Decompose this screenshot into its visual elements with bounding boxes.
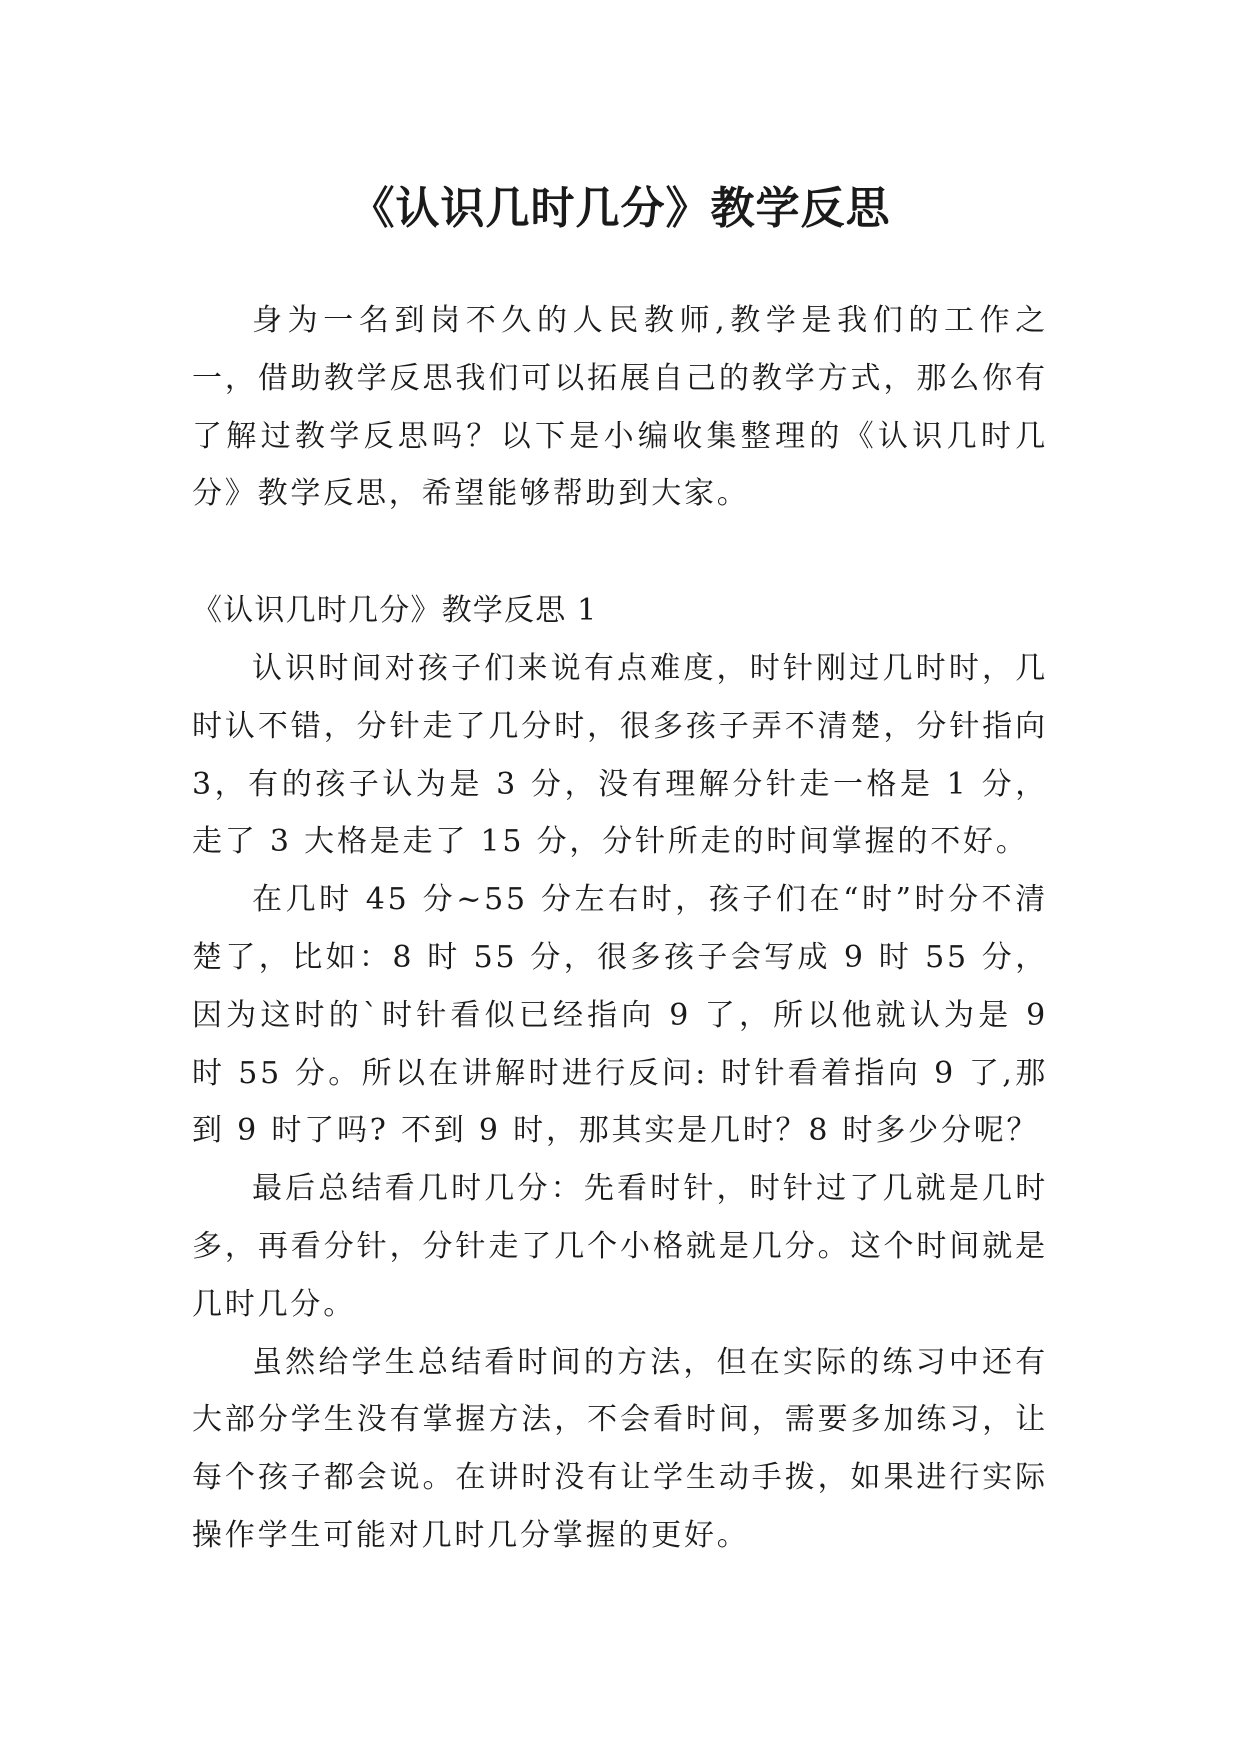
body-paragraph-2: 在几时 45 分~55 分左右时，孩子们在“时”时分不清楚了，比如：8 时 55 分，很多孩子会写成 9 时 55 分，因为这时的`时针看似已经指向 9 了，所以他就认为是 9 时 55 分。所以在讲解时进行反问: 时针看着指向 9 了,那到 9 时了吗? 不到 9 时，那其实是几时？8 时多少分呢？ xyxy=(192,882,1048,1149)
body-paragraph-4: 虽然给学生总结看时间的方法，但在实际的练习中还有大部分学生没有掌握方法，不会看时间，需要多加练习，让每个孩子都会说。在讲时没有让学生动手拨，如果进行实际操作学生可能对几时几分掌握的更好。 xyxy=(192,1344,1048,1553)
document-title: 《认识几时几分》教学反思 xyxy=(350,183,891,235)
intro-paragraph: 身为一名到岗不久的人民教师,教学是我们的工作之一，借助教学反思我们可以拓展自己的教学方式，那么你有了解过教学反思吗？以下是小编收集整理的《认识几时几分》教学反思，希望能够帮助到大家。 xyxy=(192,303,1048,512)
document-body xyxy=(192,292,1048,1565)
body-paragraph-1: 认识时间对孩子们来说有点难度，时针刚过几时时，几时认不错，分针走了几分时，很多孩子弄不清楚，分针指向3，有的孩子认为是 3 分，没有理解分针走一格是 1 分，走了 3 大格是走了 15 分，分针所走的时间掌握的不好。 xyxy=(192,650,1048,860)
body-paragraph-3: 最后总结看几时几分：先看时针，时针过了几就是几时多，再看分针，分针走了几个小格就是几分。这个时间就是几时几分。 xyxy=(192,1171,1048,1322)
section-heading: 《认识几时几分》教学反思 1 xyxy=(192,593,598,629)
